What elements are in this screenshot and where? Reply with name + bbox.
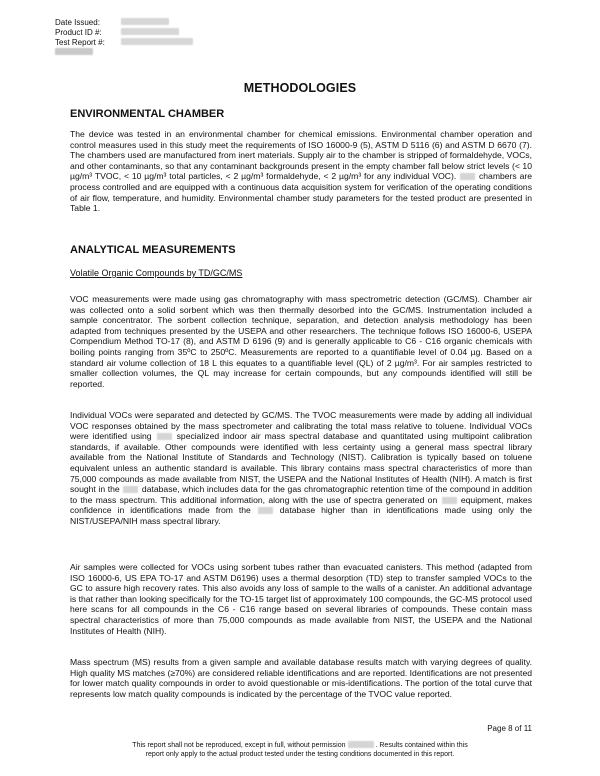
voc-paragraph-2-text-d: equipment, makes confidence in identifications made from the (70, 494, 533, 516)
voc-paragraph-4: Mass spectrum (MS) results from a given sample and available database results match with varying degrees of quality. High quality MS matches (≥70%) are considered reliable identifications and are reported. Identifications are not presented for lower match quality compounds in order to avoid questionable or mis-identifications. The portion of the total curve that represents low match quality compounds is indicated by the percentage of the TVOC value reported. (70, 657, 532, 699)
footer-text-1a: This report shall not be reproduced, except in full, without permission (132, 742, 346, 749)
report-header (55, 18, 193, 55)
voc-paragraph-2-text-c: database, which includes data for the gas chromatographic retention time of the compound in addition to the mass spectrum. This additional information, along with the use of spectra generated on (70, 484, 533, 505)
voc-paragraph-1: VOC measurements were made using gas chromatography with mass spectrometric detection (GC/MS). Chamber air was collected onto a solid sorbent which was then thermally desorbed into the GC/MS. Instrumentation included a sample concentrator. The sorbent collection technique, separation, and detection analysis methodology has been adapted from techniques presented by the USEPA and other researchers. The technique follows ISO 16000-6, USEPA Compendium Method TO-17 (8), and ASTM D 6196 (9) and is generally applicable to C6 - C16 organic chemicals with boiling points ranging from 35ºC to 250ºC. Measurements are reported to a quantifiable level of 0.04 µg. Based on a standard air volume collection of 18 L this equates to a quantifiable level (QL) of 2 µg/m³. For air samples restricted to smaller collection volumes, the QL may increase for certain compounds, but any compounds identified will still be reported. (70, 294, 532, 389)
redacted-lab-name (157, 433, 172, 440)
product-id-value-redacted (121, 28, 179, 35)
redacted-lab-name (258, 507, 273, 514)
test-report-value-redacted (121, 38, 193, 45)
environmental-paragraph-text-1: The device was tested in an environmental chamber for chemical emissions. Environmental chamber operation and control measures used in this study meet the requirements of ISO 16000-9 (5), ASTM D 5116 (6) and ASTM D 6670 (7). The chambers used are manufactured from inert materials. Supply air to the chamber is stripped of formaldehyde, VOCs, and other contaminants, so that any contaminant backgrounds present in the empty chamber fall below strict levels (< 10 µg/m³ TVOC, < 10 µg/m³ total particles, < 2 µg/m³ formaldehyde, < 2 µg/m³ for any individual VOC). (70, 129, 532, 182)
redacted-lab-name (123, 486, 138, 493)
voc-paragraph-2-text-a: Individual VOCs were separated and detected by GC/MS. The TVOC measurements were made by adding all individual VOC responses obtained by the mass spectrometer and calibrating the total mass relative to toluene. Individual VOCs were identified using (70, 410, 532, 442)
redacted-lab-name (442, 497, 457, 504)
subsection-heading-voc: Volatile Organic Compounds by TD/GC/MS (70, 268, 243, 278)
page-title: METHODOLOGIES (243, 81, 357, 95)
environmental-paragraph-text-2: chambers are process controlled and are equipped with a continuous data acquisition system for verification of the operating conditions of air flow, temperature, and humidity. Environmental chamber study parameters for the tested product are presented in Table 1. (70, 171, 533, 214)
environmental-paragraph (70, 129, 532, 214)
test-report-label: Test Report #: (55, 38, 105, 47)
voc-paragraph-2 (70, 410, 532, 527)
page-number: Page 8 of 11 (487, 724, 532, 733)
voc-paragraph-3: Air samples were collected for VOCs using sorbent tubes rather than evacuated canisters. This method (adapted from ISO 16000-6, US EPA TO-17 and ASTM D6196) uses a thermal desorption (TD) step to transfer sampled VOCs to the GC to assure high recovery rates. This also avoids any loss of sample to the walls of a canister. An additional advantage is that rather than looking specifically for the TO-15 target list of approximately 100 compounds, the GC-MS protocol used here scans for all compounds in the C6 - C16 range based on several libraries of compounds. These contain mass spectral characteristics of more than 75,000 compounds as made available from NIST, the USEPA and the National Institutes of Health (NIH). (70, 562, 532, 636)
section-heading-environmental-chamber: ENVIRONMENTAL CHAMBER (70, 108, 225, 120)
voc-paragraph-2-text-b: specialized indoor air mass spectral database and quantitated using multipoint calibration standards, if available. Other compounds were identified with less certainty using a general mass spectral library available from the National Institute of Standards and Technology (NIST). Calibration is typically based on toluene equivalent unless an authentic standard is available. This library contains mass spectral characteristics of more than 75,000 compounds as made available from NIST, the USEPA and the National Institutes of Health (NIH). A match is first sought in the (70, 431, 532, 495)
redacted-lab-name (348, 741, 374, 748)
header-extra-redacted (55, 48, 93, 55)
voc-paragraph-2-text-e: database higher than in identifications made using only the NIST/USEPA/NIH mass spectral library. (70, 505, 533, 526)
footer-text-2: report only apply to the actual product tested under the testing conditions documented in this report. (145, 751, 455, 758)
footer-text-1b: . Results contained within this (375, 742, 468, 749)
section-heading-analytical-measurements: ANALYTICAL MEASUREMENTS (70, 244, 236, 256)
date-issued-label: Date Issued: (55, 18, 100, 27)
redacted-lab-name (460, 173, 475, 180)
product-id-label: Product ID #: (55, 28, 102, 37)
page-footer (0, 741, 600, 759)
date-issued-value-redacted (121, 18, 169, 25)
